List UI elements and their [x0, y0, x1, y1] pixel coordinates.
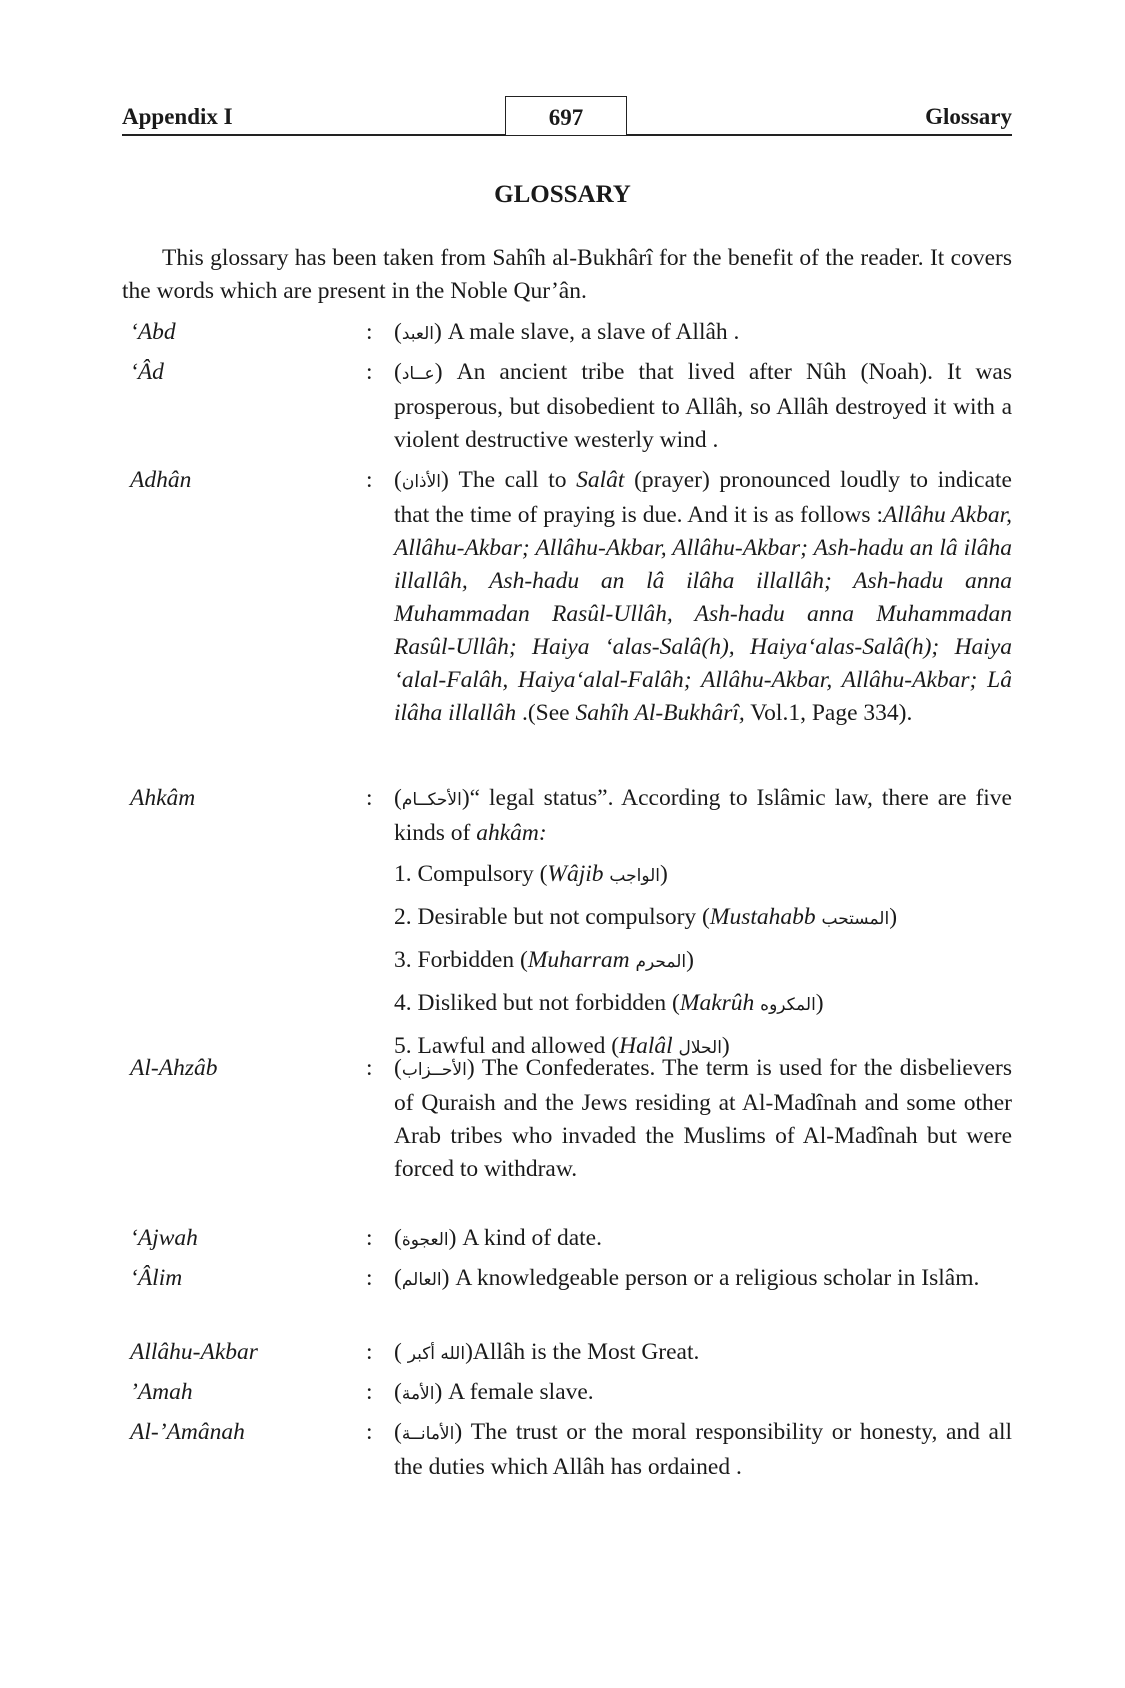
entry-text: The trust or the moral responsibility or honesty, and all the duties which Allâh has ordained . — [394, 1419, 1012, 1480]
entry-definition: (الأمة) A female slave. — [394, 1379, 594, 1405]
entry-colon: : — [366, 1379, 373, 1405]
glossary-entry — [122, 1222, 1012, 1262]
kind-term: Muharram — [527, 947, 630, 973]
kind-close: ) — [686, 947, 694, 973]
entry-definition: (العالم) A knowledgeable person or a religious scholar in Islâm. — [394, 1265, 980, 1291]
entry-arabic: عــاد — [401, 364, 435, 384]
entry-text: A female slave. — [448, 1379, 594, 1405]
entry-definition: (عــاد) An ancient tribe that lived after Nûh (Noah). It was prosperous, but disobedient to Allâh, so Allâh destroyed it with a violent destructive westerly wind . — [394, 359, 1012, 453]
entry-text: Allâh is the Most Great. — [472, 1339, 700, 1365]
entry-term: Al-Ahzâb — [130, 1055, 218, 1081]
entry-term: ‘Ajwah — [130, 1225, 198, 1251]
entry-text: An ancient tribe that lived after Nûh (Noah). It was prosperous, but disobedient to Allâh, so Allâh destroyed it with a violent destructive westerly wind . — [394, 359, 1012, 453]
kind-label: 5. Lawful and allowed ( — [394, 1033, 620, 1059]
entry-term: ‘Âlim — [130, 1265, 183, 1291]
entry-reference-title: Sahîh Al-Bukhârî, — [575, 700, 745, 726]
glossary-entry — [122, 1262, 1012, 1336]
intro-paragraph: This glossary has been taken from Sahîh al-Bukhârî for the benefit of the reader. It covers the words which are present in the Noble Qur’ân. — [122, 245, 1012, 304]
kind-close: ) — [660, 861, 668, 887]
entry-definition: (الأحــزاب) The Confederates. The term is used for the disbelievers of Quraish and the Jews residing at Al-Madînah and some other Arab tribes who invaded the Muslims of Al-Madînah but were forced to withdraw. — [394, 1055, 1012, 1182]
kind-label: 3. Forbidden ( — [394, 947, 528, 973]
kind-arabic: المستحب — [821, 909, 890, 929]
entry-reference-page: Vol.1, Page 334). — [750, 700, 913, 726]
entry-definition: (العجوة) A kind of date. — [394, 1225, 602, 1251]
ahkam-kind — [394, 858, 1012, 893]
page-number: 697 — [505, 96, 627, 135]
kind-term: Mustahabb — [709, 904, 816, 930]
entry-arabic: الله أكبر — [407, 1344, 466, 1364]
ahkam-kind — [394, 987, 1012, 1022]
entry-colon: : — [366, 1225, 373, 1251]
kind-label: 4. Disliked but not forbidden ( — [394, 990, 680, 1016]
kind-close: ) — [721, 1033, 730, 1059]
entry-arabic: العجوة — [401, 1230, 449, 1250]
glossary-entry — [122, 1052, 1012, 1222]
entry-colon: : — [366, 785, 373, 811]
entry-arabic: العالم — [401, 1270, 442, 1290]
running-header — [122, 96, 1012, 140]
entry-definition: (الأذان) The call to Salât (prayer) pronounced loudly to indicate that the time of praying is due. And it is as follows :Allâhu Akbar, Allâhu-Akbar; Allâhu-Akbar, Allâhu-Akbar; Ash-hadu an lâ ilâha illallâh, Ash-hadu an lâ ilâha illallâh; Ash-hadu anna Muhammadan Rasûl-Ullâh, Ash-hadu anna Muhammadan Rasûl-Ullâh; Haiya ‘alas-Salâ(h), Haiya‘alas-Salâ(h); Haiya ‘alal-Falâh, Haiya‘alal-Falâh; Allâhu-Akbar, Allâhu-Akbar; Lâ ilâha illallâh .(See Sahîh Al-Bukhârî, Vol.1, Page 334). — [394, 467, 1012, 726]
kind-arabic: المحرم — [635, 952, 687, 972]
entry-definition: (الأحكــام)“ legal status”. According to Islâmic law, there are five kinds of ahkâm: 1. Compulsory (Wâjib الواجب) 2. Desirable but not compulsory (Mustahabb المستحب) 3. Forbidden (Muharram المحرم) 4. Disliked but not forbidden (Makrûh المكروه) 5. Lawful and allowed (Halâl الحلال) — [394, 782, 1012, 1065]
glossary-entry — [122, 316, 1012, 356]
page-title: GLOSSARY — [494, 181, 631, 208]
entry-term: ‘Abd — [130, 319, 176, 345]
entry-colon: : — [366, 359, 373, 385]
entry-arabic: الأمانــة — [401, 1424, 455, 1444]
kind-close: ) — [815, 990, 824, 1016]
entry-definition: (العبد) A male slave, a slave of Allâh . — [394, 319, 740, 345]
kind-term: Halâl — [619, 1033, 673, 1059]
entry-arabic: العبد — [401, 324, 434, 344]
header-appendix: Appendix I — [122, 104, 233, 129]
kind-label: 1. Compulsory ( — [394, 861, 548, 887]
entry-term: ‘Âd — [130, 359, 164, 385]
entry-definition: (الأمانــة) The trust or the moral responsibility or honesty, and all the duties which Allâh has ordained . — [394, 1419, 1012, 1480]
header-section: Glossary — [925, 104, 1012, 129]
kind-arabic: المكروه — [760, 995, 816, 1015]
ahkam-kind — [394, 901, 1012, 936]
kind-label: 2. Desirable but not compulsory ( — [394, 904, 710, 930]
entry-term: Adhân — [130, 467, 192, 493]
entry-text: (prayer) pronounced loudly to indicate that the time of praying is due. And it is as follows : — [394, 467, 1012, 528]
entry-arabic: الأمة — [401, 1384, 435, 1404]
entry-colon: : — [366, 467, 373, 493]
entry-definition: ( الله أكبر)Allâh is the Most Great. — [394, 1339, 700, 1365]
entry-arabic: الأحكــام — [401, 790, 462, 810]
kind-term: Wâjib — [547, 861, 604, 887]
glossary-entry — [122, 1416, 1012, 1490]
entry-arabic: الأذان — [401, 472, 442, 492]
glossary-entry — [122, 464, 1012, 782]
entry-colon: : — [366, 1265, 373, 1291]
glossary-entry — [122, 782, 1012, 1059]
entry-arabic: الأحــزاب — [401, 1060, 467, 1080]
entry-term: Al-’Amânah — [130, 1419, 245, 1445]
entry-text: “ legal status”. According to Islâmic law, there are five kinds of — [394, 785, 1012, 846]
glossary-entry — [122, 356, 1012, 464]
entry-emphasis: ahkâm: — [476, 820, 547, 846]
glossary-entry — [122, 1376, 1012, 1416]
entry-term: Allâhu-Akbar — [130, 1339, 258, 1365]
entry-emphasis: Salât — [576, 467, 625, 493]
entry-text: The Confederates. The term is used for the disbelievers of Quraish and the Jews residing at Al-Madînah and some other Arab tribes who invaded the Muslims of Al-Madînah but were forced to withdraw. — [394, 1055, 1012, 1182]
entry-reference: .(See — [521, 700, 570, 726]
entry-term: Ahkâm — [130, 785, 196, 811]
kind-arabic: الواجب — [609, 866, 661, 886]
kind-arabic: الحلال — [678, 1038, 722, 1058]
glossary-list — [122, 316, 1012, 1490]
ahkam-kind — [394, 944, 1012, 979]
entry-colon: : — [366, 319, 373, 345]
adhan-formula: Allâhu Akbar, Allâhu-Akbar; Allâhu-Akbar, Allâhu-Akbar; Ash-hadu an lâ ilâha illallâh, Ash-hadu an lâ ilâha illallâh; Ash-hadu anna Muhammadan Rasûl-Ullâh, Ash-hadu anna Muhammadan Rasûl-Ullâh; Haiya ‘alas-Salâ(h), Haiya‘alas-Salâ(h); Haiya ‘alal-Falâh, Haiya‘alal-Falâh; Allâhu-Akbar, Allâhu-Akbar; Lâ ilâha illallâh — [394, 502, 1012, 726]
entry-colon: : — [366, 1339, 373, 1365]
entry-text: A male slave, a slave of Allâh . — [447, 319, 740, 345]
kind-close: ) — [889, 904, 898, 930]
kind-term: Makrûh — [679, 990, 755, 1016]
entry-colon: : — [366, 1055, 373, 1081]
entry-text: A knowledgeable person or a religious scholar in Islâm. — [455, 1265, 980, 1291]
entry-text: The call to — [458, 467, 567, 493]
entry-term: ’Amah — [130, 1379, 193, 1405]
entry-text: A kind of date. — [462, 1225, 602, 1251]
glossary-entry — [122, 1336, 1012, 1376]
entry-colon: : — [366, 1419, 373, 1445]
